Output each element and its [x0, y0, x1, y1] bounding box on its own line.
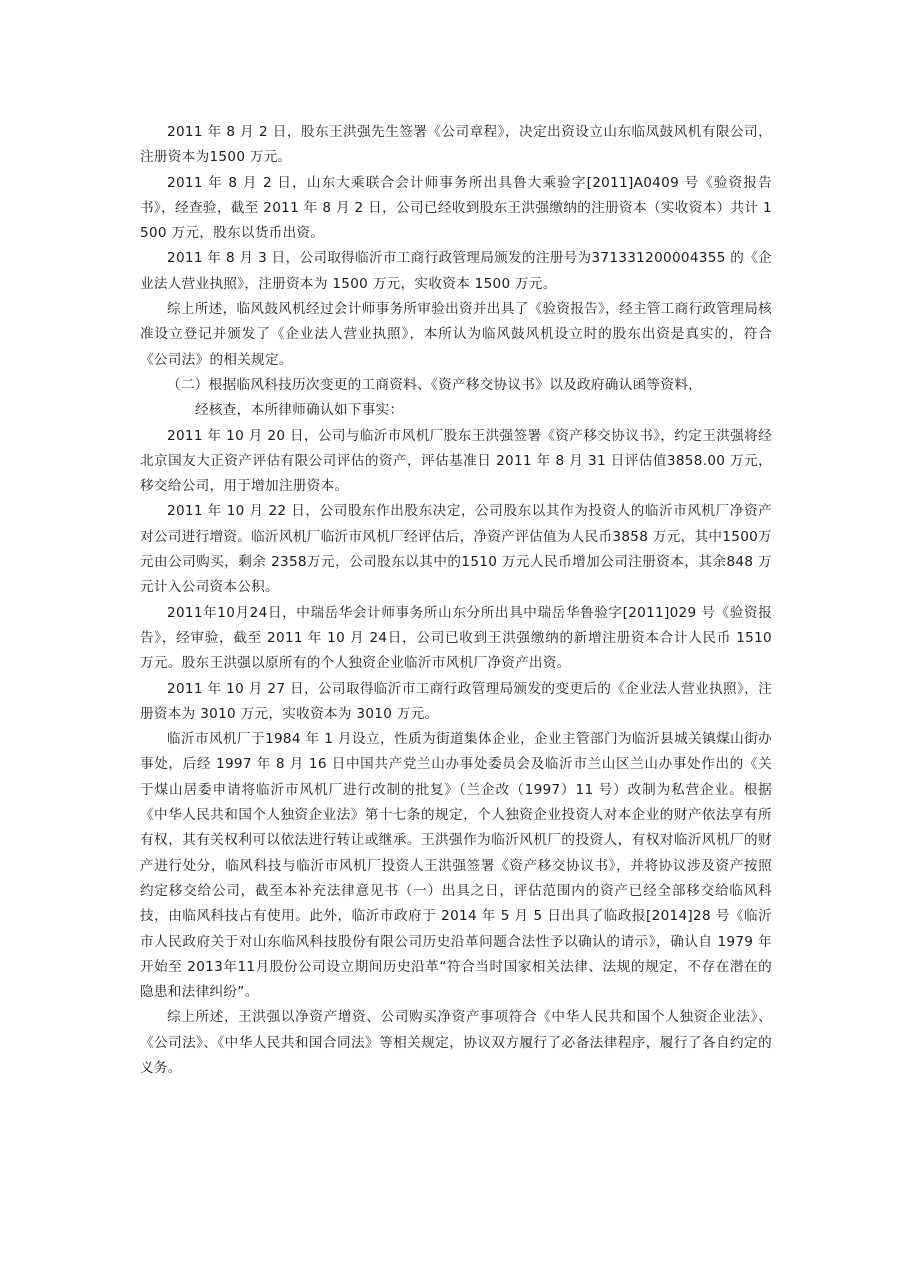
paragraph-license-change: 2011 年 10 月 27 日，公司取得临沂市工商行政管理局颁发的变更后的《企业法人营业执照》，注册资本为 3010 万元，实收资本为 3010 万元。: [140, 680, 772, 722]
paragraph-capital-verification-2011-10: 2011年10月24日，中瑞岳华会计师事务所山东分所出具中瑞岳华鲁验字[2011]029 号《验资报告》，经审验，截至 2011 年 10 月 24日，公司已收到王洪强缴纳的新增注册资本合计人民币 1510 万元。股东王洪强以原所有的个人独资企业临沂市风机厂净资产出资。: [140, 604, 772, 672]
paragraph-capital-verification-2011-08: 2011 年 8 月 2 日，山东大乘联合会计师事务所出具鲁大乘验字[2011]A0409 号《验资报告书》，经查验，截至 2011 年 8 月 2 日，公司已经收到股东王洪强缴纳的注册资本（实收资本）共计 1500 万元，股东以货币出资。: [140, 174, 772, 242]
paragraph-fan-factory-history: 临沂市风机厂于1984 年 1 月设立，性质为街道集体企业，企业主管部门为临沂县城关镇煤山街办事处，后经 1997 年 8 月 16 日中国共产党兰山办事处委员会及临沂市兰山区兰山办事处作出的《关于煤山居委申请将临沂市风机厂进行改制的批复》（兰企改（1997）11 号）改制为私营企业。根据《中华人民共和国个人独资企业法》第十七条的规定，个人独资企业投资人对本企业的财产依法享有所有权，其有关权利可以依法进行转让或继承。王洪强作为临沂风机厂的投资人，有权对临沂风机厂的财产进行处分，临风科技与临沂市风机厂投资人王洪强签署《资产移交协议书》，并将协议涉及资产按照约定移交给公司，截至本补充法律意见书（一）出具之日，评估范围内的资产已经全部移交给临风科技，由临风科技占有使用。此外，临沂市政府于 2014 年 5 月 5 日出具了临政报[2014]28 号《临沂市人民政府关于对山东临风科技股份有限公司历史沿革问题合法性予以确认的请示》，确认自 1979 年开始至 2013年11月股份公司设立期间历史沿革“符合当时国家相关法律、法规的规定，不存在潜在的隐患和法律纠纷”。: [140, 731, 772, 1001]
paragraph-founding-articles: 2011 年 8 月 2 日，股东王洪强先生签署《公司章程》，决定出资设立山东临凤鼓风机有限公司，注册资本为1500 万元。: [140, 124, 772, 166]
document-body: [140, 120, 772, 1081]
paragraph-founding-conclusion: 综上所述，临风鼓风机经过会计师事务所审验出资并出具了《验资报告》，经主管工商行政管理局核准设立登记并颁发了《企业法人营业执照》，本所认为临风鼓风机设立时的股东出资是真实的，符合《公司法》的相关规定。: [140, 301, 772, 368]
paragraph-capital-increase-decision: 2011 年 10 月 22 日，公司股东作出股东决定，公司股东以其作为投资人的临沂市风机厂净资产对公司进行增资。临沂风机厂临沂市风机厂经评估后，净资产评估值为人民币3858 万元，其中1500万元由公司购买，剩余 2358万元，公司股东以其中的1510 万元人民币增加公司注册资本，其余848 万元计入公司资本公积。: [140, 503, 772, 596]
paragraph-final-conclusion: 综上所述，王洪强以净资产增资、公司购买净资产事项符合《中华人民共和国个人独资企业法》、《公司法》、《中华人民共和国合同法》等相关规定，协议双方履行了必备法律程序，履行了各自约定的义务。: [140, 1009, 772, 1076]
section-heading-confirmation: 经核查，本所律师确认如下事实：: [195, 402, 404, 419]
paragraph-asset-transfer-agreement: 2011 年 10 月 20 日，公司与临沂市风机厂股东王洪强签署《资产移交协议书》，约定王洪强将经北京国友大正资产评估有限公司评估的资产，评估基准日 2011 年 8 月 31 日评估值3858.00 万元，移交给公司，用于增加注册资本。: [140, 427, 772, 495]
paragraph-business-license-issued: 2011 年 8 月 3 日，公司取得临沂市工商行政管理局颁发的注册号为371331200004355 的《企业法人营业执照》，注册资本为 1500 万元，实收资本 1500 万元。: [140, 250, 772, 292]
section-heading-changes: （二）根据临风科技历次变更的工商资料、《资产移交协议书》以及政府确认函等资料，: [167, 376, 703, 393]
